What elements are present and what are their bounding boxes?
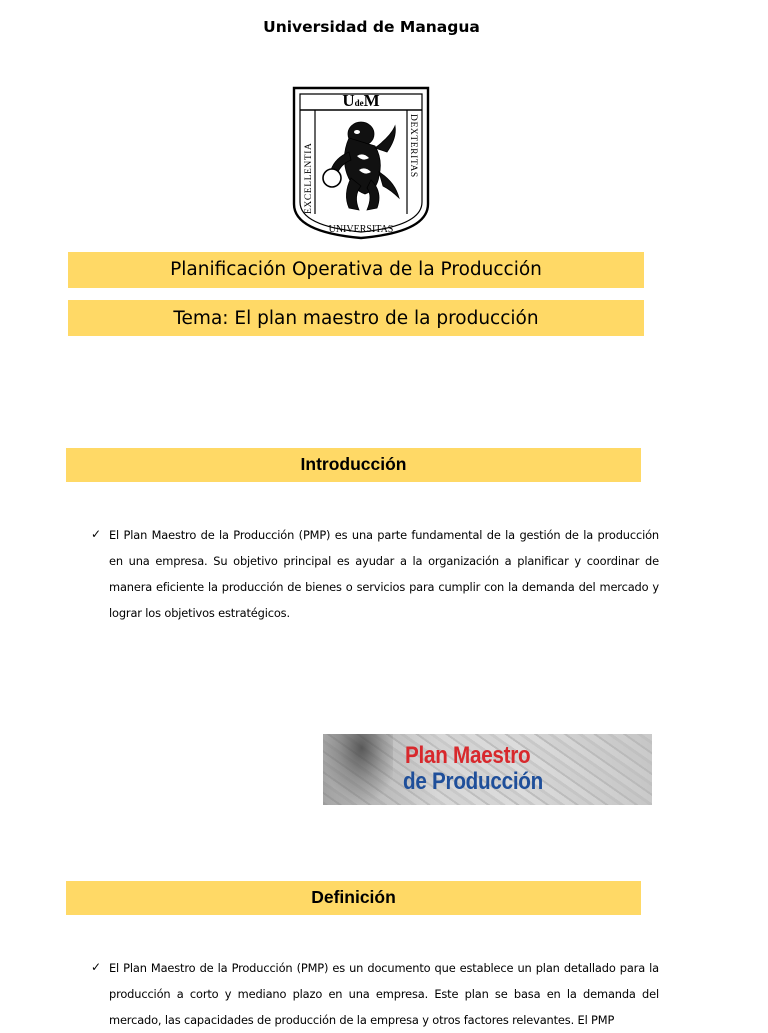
banner-title-line2: de Producción bbox=[403, 768, 544, 795]
course-title-band: Planificación Operativa de la Producción bbox=[68, 252, 644, 288]
plan-maestro-banner-image bbox=[323, 734, 652, 805]
svg-text:DEXTERITAS: DEXTERITAS bbox=[408, 114, 418, 178]
introduction-heading: Introducción bbox=[66, 448, 641, 482]
shield-emblem bbox=[291, 86, 431, 240]
definition-heading: Definición bbox=[66, 881, 641, 915]
introduction-paragraph: El Plan Maestro de la Producción (PMP) es una parte fundamental de la gestión de la producción en una empresa. Su objetivo principal es ayudar a la organización a planificar y coordinar de manera eficiente la producción de bienes o servicios para cumplir con la demanda del mercado y lograr los objetivos estratégicos. bbox=[109, 528, 659, 620]
checkmark-icon: ✓ bbox=[91, 527, 102, 541]
university-logo bbox=[291, 86, 431, 240]
checkmark-icon: ✓ bbox=[91, 960, 102, 974]
banner-title-line1: Plan Maestro bbox=[405, 742, 531, 769]
university-title: Universidad de Managua bbox=[263, 18, 480, 36]
banner-figure-shadow bbox=[323, 734, 393, 805]
svg-text:EXCELLENTIA: EXCELLENTIA bbox=[304, 142, 314, 214]
topic-title-band: Tema: El plan maestro de la producción bbox=[68, 300, 644, 336]
definition-paragraph: El Plan Maestro de la Producción (PMP) es un documento que establece un plan detallado para la producción a corto y mediano plazo en una empresa. Este plan se basa en la demanda del mercado, las capacidades de producción de la empresa y otros factores relevantes. El PMP bbox=[109, 961, 659, 1027]
svg-text:UdeM: UdeM bbox=[342, 91, 380, 110]
svg-text:UNIVERSITAS: UNIVERSITAS bbox=[328, 224, 394, 235]
